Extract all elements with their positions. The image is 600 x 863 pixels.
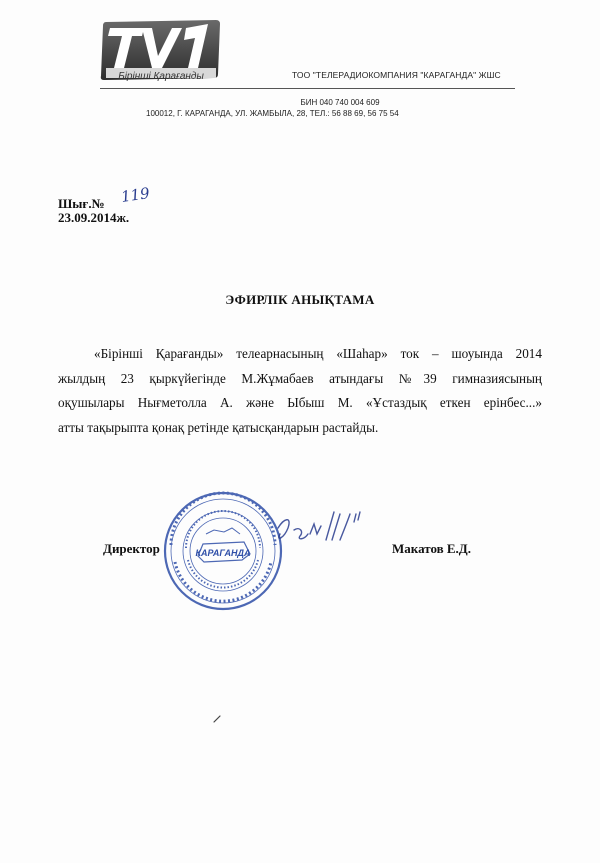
director-signature [270, 500, 410, 560]
bin-number: БИН 040 740 004 609 [300, 98, 380, 107]
company-address: 100012, Г. КАРАГАНДА, УЛ. ЖАМБЫЛА, 28, ТЕЛ.: 56 88 69, 56 75 54 [146, 109, 399, 118]
document-title: ЭФИРЛІК АНЫҚТАМА [225, 292, 375, 307]
body-line-4: атты тақырыпта қонақ ретінде қатысқандарын растайды. [58, 419, 379, 435]
header-divider [100, 88, 515, 89]
outgoing-date: 23.09.2014ж. [58, 210, 130, 225]
outgoing-number-label: Шығ.№ [58, 196, 105, 211]
logo-caption: Бірінші Қарағанды [118, 71, 204, 82]
stamp-center-text: КАРАГАНДА [195, 548, 251, 558]
official-seal-stamp [162, 490, 284, 612]
director-position: Директор [103, 541, 160, 556]
body-line-2: жылдың 23 қыркүйегінде М.Жұмабаев атындағы №39 гимназиясының [58, 370, 542, 386]
pen-mark [212, 714, 222, 724]
outgoing-number-handwritten: 119 [119, 184, 151, 206]
body-line-1: «Бірінші Қарағанды» телеарнасының «Шаһар» ток – шоуында 2014 [94, 346, 542, 361]
company-name: ТОО "ТЕЛЕРАДИОКОМПАНИЯ "КАРАГАНДА" ЖШС [292, 70, 501, 80]
document-body [58, 342, 542, 440]
director-name: Макатов Е.Д. [392, 541, 472, 556]
body-line-3: оқушылары Нығметолла А. және Ыбыш М. «Ұстаздық еткен ерінбес...» [58, 395, 542, 410]
